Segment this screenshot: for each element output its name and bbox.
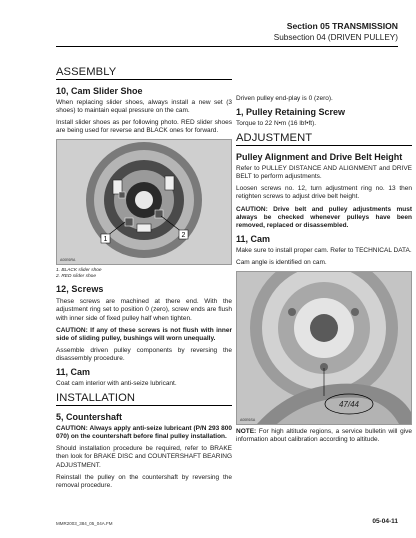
installation-heading: INSTALLATION bbox=[56, 392, 232, 406]
alignment-caution-text: Drive belt and pulley adjustments must always be checked whenever pulleys have been removed, replaced or disassembled. bbox=[236, 205, 412, 229]
cam-photo bbox=[236, 271, 412, 425]
caution-label: CAUTION: bbox=[56, 425, 88, 433]
cam-paragraph-right-1: Make sure to install proper cam. Refer to TECHNICAL DATA. bbox=[236, 246, 412, 254]
cam-slider-heading: 10, Cam Slider Shoe bbox=[56, 86, 143, 96]
caution-label: CAUTION: bbox=[236, 205, 268, 213]
screws-paragraph-1: These screws are machined at there end. With the adjustment ring set to position 0 (zero), screw ends are flush with inner side of fixed pulley half when tighten. bbox=[56, 298, 232, 322]
cam-slider-paragraph-1: When replacing slider shoes, always install a new set (3 shoes) to maintain equal pressure on the cam. bbox=[56, 99, 232, 115]
endplay-text: Driven pulley end-play is 0 (zero). bbox=[236, 95, 333, 102]
cam-paragraph-right-2: Cam angle is identified on cam. bbox=[236, 258, 327, 266]
cam-heading-right: 11, Cam bbox=[236, 233, 271, 244]
footer-filename: MMR2003_384_05_04A.FM bbox=[56, 521, 113, 526]
cam-slider-paragraph-2: Install slider shoes as per following photo. RED slider shoes are being used for reverse and BLACK ones for forward. bbox=[56, 119, 232, 135]
adjustment-heading: ADJUSTMENT bbox=[236, 132, 412, 146]
callout-2: 2 bbox=[181, 232, 186, 240]
altitude-note bbox=[236, 428, 412, 444]
header-rule bbox=[56, 46, 398, 47]
countershaft-caution bbox=[56, 425, 232, 441]
screws-heading: 12, Screws bbox=[56, 284, 104, 295]
cam-drawing bbox=[237, 272, 411, 424]
alignment-heading: Pulley Alignment and Drive Belt Height bbox=[236, 152, 403, 163]
note-label: NOTE: bbox=[236, 428, 257, 436]
screws-caution bbox=[56, 327, 232, 343]
countershaft-paragraph-2: Reinstall the pulley on the countershaft by reversing the removal procedure. bbox=[56, 473, 232, 489]
note-text: For high altitude regions, a service bulletin will give information about calibration according to altitude. bbox=[236, 428, 412, 444]
alignment-caution bbox=[236, 206, 412, 230]
countershaft-paragraph-1: Should installation procedure be required, refer to BRAKE then look for BRAKE DISC and COUNTERSHAFT BEARING ADJUSTMENT. bbox=[56, 445, 232, 469]
assembly-heading: ASSEMBLY bbox=[56, 66, 232, 80]
caution-label: CAUTION: bbox=[56, 326, 88, 334]
photo-id: A00E6SA bbox=[240, 418, 256, 423]
callout-1: 1 bbox=[103, 236, 108, 244]
caption-black-shoe: 1. BLACK slider shoe bbox=[56, 268, 102, 274]
slider-shoe-photo bbox=[56, 139, 232, 265]
countershaft-caution-text: Always apply anti-seize lubricant (P/N 293 800 070) on the countershaft before final pulley installation. bbox=[56, 425, 232, 441]
retaining-screw-heading: 1, Pulley Retaining Screw bbox=[236, 107, 346, 118]
alignment-paragraph-1: Refer to PULLEY DISTANCE AND ALIGNMENT and DRIVE BELT to perform adjustments. bbox=[236, 165, 412, 181]
left-column bbox=[56, 66, 232, 494]
right-column bbox=[236, 95, 412, 448]
footer-page-number: 05-04-11 bbox=[372, 518, 398, 525]
retaining-screw-torque: Torque to 22 N•m (16 lbf•ft). bbox=[236, 120, 317, 128]
screws-caution-text: If any of these screws is not flush with inner side of sliding pulley, bushings will worn unequally. bbox=[56, 326, 232, 342]
photo-id: A00E6RA bbox=[60, 258, 76, 263]
countershaft-heading: 5, Countershaft bbox=[56, 412, 123, 423]
caption-red-shoe: 2. RED slider shoe bbox=[56, 274, 96, 280]
cam-heading-left: 11, Cam bbox=[56, 367, 91, 378]
screws-paragraph-2: Assemble driven pulley components by reversing the disassembly procedure. bbox=[56, 346, 232, 362]
cam-angle-marking: 47/44 bbox=[338, 400, 360, 410]
section-header: Section 05 TRANSMISSION bbox=[286, 21, 398, 31]
cam-paragraph-left: Coat cam interior with anti-seize lubricant. bbox=[56, 380, 177, 388]
alignment-paragraph-2: Loosen screws no. 12, turn adjustment ring no. 13 then retighten screws to adjust drive belt height. bbox=[236, 185, 412, 201]
subsection-header: Subsection 04 (DRIVEN PULLEY) bbox=[273, 33, 398, 42]
slider-shoe-drawing bbox=[57, 140, 231, 264]
